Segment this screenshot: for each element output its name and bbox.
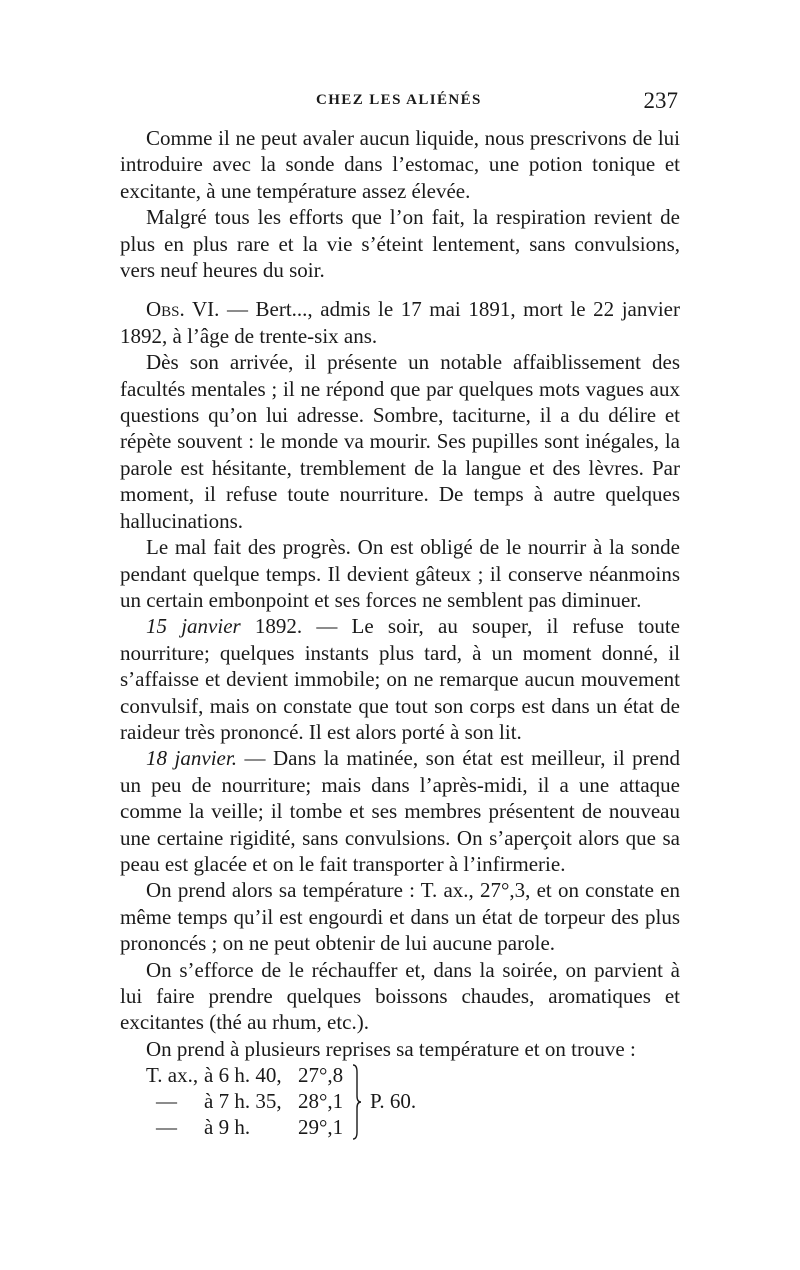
temperature-site: — [156, 1089, 177, 1114]
date-15-janvier: 15 janvier [146, 614, 241, 639]
paragraph-temperature: On prend alors sa température : T. ax., 27°,3, et on constate en même temps qu’il est engourdi et dans un état de torpeur des plus prononcés ; on ne peut obtenir de lui aucune parole. [120, 878, 680, 956]
page-number: 237 [643, 88, 678, 113]
paragraph-rechauffer: On s’efforce de le réchauffer et, dans la soirée, on parvient à lui faire prendre quelques boissons chaudes, aromatiques et excitantes (thé au rhum, etc.). [120, 957, 680, 1035]
paragraph-observation-heading [120, 296, 680, 349]
temperature-table [120, 1062, 680, 1142]
section-gap [120, 283, 680, 296]
observation-summary: — Bert..., admis le 17 mai 1891, mort le 22 janvier 1892, à l’âge de trente-six ans. [120, 297, 680, 348]
paragraph-progres: Le mal fait des progrès. On est obligé de le nourrir à la sonde pendant quelque temps. Il devient gâteux ; il conserve néanmoins un certain embonpoint et ses forces ne semblent pas diminuer. [120, 535, 680, 612]
temperature-time: à 6 h. 40, [204, 1063, 282, 1088]
temperature-time: à 9 h. [204, 1115, 251, 1140]
text-18-janvier: — Dans la matinée, son état est meilleur, il prend un peu de nourriture; mais dans l’après-midi, il a une attaque comme la veille; il tombe et ses membres présentent de nouveau une certaine rigidité, sans convulsions. On s’aperçoit alors que sa peau est glacée et on le fait transporter à l’infirmerie. [120, 746, 680, 876]
temperature-site: T. ax., [146, 1063, 199, 1088]
paragraph-respiration: Malgré tous les efforts que l’on fait, la respiration revient de plus en plus rare et la vie s’éteint lentement, sans convulsions, vers neuf heures du soir. [120, 205, 680, 283]
temperature-value: 29°,1 [298, 1115, 344, 1140]
observation-label: Obs. VI. [146, 297, 220, 322]
paragraph-arrivee: Dès son arrivée, il présente un notable affaiblissement des facultés mentales ; il ne répond que par quelques mots vagues aux questions qu’on lui adresse. Sombre, taciturne, il a du délire et répète souvent : le monde va mourir. Ses pupilles sont inégales, la parole est hésitante, tremblement de la langue et des lèvres. Par moment, il refuse toute nourriture. De temps à autre quelques hallucinations. [120, 350, 680, 533]
pulse-value: P. 60. [370, 1089, 417, 1114]
temperature-value: 27°,8 [298, 1063, 344, 1088]
curly-brace-icon [352, 1064, 362, 1140]
temperature-site: — [156, 1115, 177, 1140]
paragraph-15-janvier [120, 613, 680, 745]
temperature-row [146, 1088, 343, 1114]
temperature-value: 28°,1 [298, 1089, 344, 1114]
paragraph-18-janvier [120, 745, 680, 877]
text-15-janvier: 1892. — Le soir, au souper, il refuse toute nourriture; quelques instants plus tard, à un moment donné, il s’affaisse et devient immobile; on ne remarque aucun mouvement convulsif, mais on constate que tout son corps est dans un état de raideur très prononcé. Il est alors porté à son lit. [120, 614, 680, 744]
body-text [120, 125, 680, 1142]
page-header [120, 88, 680, 118]
paragraph-reprises: On prend à plusieurs reprises sa température et on trouve : [146, 1036, 636, 1061]
temperature-row [146, 1114, 343, 1140]
temperature-row [146, 1062, 343, 1088]
date-18-janvier: 18 janvier. [146, 746, 237, 771]
running-title: CHEZ LES ALIÉNÉS [316, 92, 482, 108]
temperature-time: à 7 h. 35, [204, 1089, 282, 1114]
paragraph-sonde: Comme il ne peut avaler aucun liquide, nous prescrivons de lui introduire avec la sonde dans l’estomac, une potion tonique et excitante, à une température assez élevée. [120, 126, 680, 203]
